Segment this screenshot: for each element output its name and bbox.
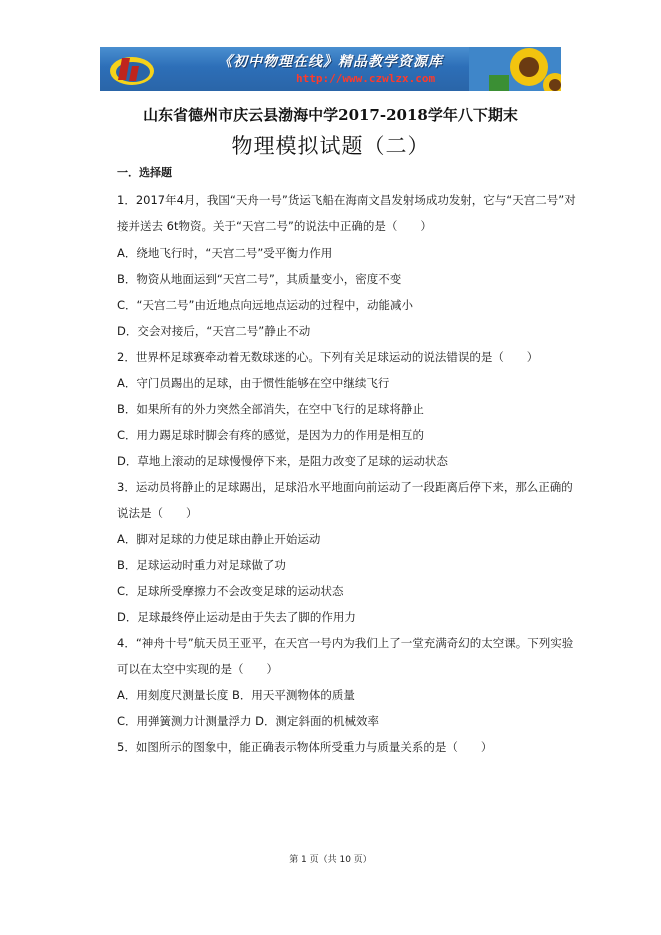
school-heading: 山东省德州市庆云县渤海中学2017-2018学年八下期末: [143, 106, 518, 124]
question-3-option-d: D．足球最终停止运动是由于失去了脚的作用力: [117, 610, 356, 624]
sunflower-icon: [469, 47, 561, 91]
banner-slogan: 《初中物理在线》精品教学资源库: [218, 54, 443, 70]
question-4-options-ab: A．用刻度尺测量长度 B．用天平测物体的质量: [117, 688, 355, 702]
question-3-option-a: A．脚对足球的力使足球由静止开始运动: [117, 532, 321, 546]
section-title: 一．选择题: [117, 166, 172, 179]
question-1-stem-line-2: 接并送去 6t物资。关于“天宫二号”的说法中正确的是（ ）: [117, 219, 432, 233]
question-3-option-c: C．足球所受摩擦力不会改变足球的运动状态: [117, 584, 344, 598]
header-banner: [100, 47, 561, 91]
page-title: 物理模拟试题（二）: [231, 134, 430, 158]
question-3-stem-line-1: 3．运动员将静止的足球踢出，足球沿水平地面向前运动了一段距离后停下来，那么正确的: [117, 480, 573, 494]
question-2-option-c: C．用力踢足球时脚会有疼的感觉，是因为力的作用是相互的: [117, 428, 425, 442]
question-2-option-a: A．守门员踢出的足球，由于惯性能够在空中继续飞行: [117, 376, 390, 390]
question-3-stem-line-2: 说法是（ ）: [117, 506, 198, 520]
question-1-option-b: B．物资从地面运到“天宫二号”，其质量变小，密度不变: [117, 272, 402, 286]
question-4-stem-line-1: 4．“神舟十号”航天员王亚平，在天宫一号内为我们上了一堂充满奇幻的太空课。下列实验: [117, 636, 574, 650]
question-1-option-c: C．“天宫二号”由近地点向远地点运动的过程中，动能减小: [117, 298, 413, 312]
page-footer: 第 1 页（共 10 页）: [289, 855, 372, 865]
question-4-stem-line-2: 可以在太空中实现的是（ ）: [117, 662, 278, 676]
question-1-option-d: D．交会对接后，“天宫二号”静止不动: [117, 324, 311, 338]
question-4-options-cd: C．用弹簧测力计测量浮力 D．测定斜面的机械效率: [117, 714, 380, 728]
question-2-option-b: B．如果所有的外力突然全部消失，在空中飞行的足球将静止: [117, 402, 424, 416]
question-3-option-b: B．足球运动时重力对足球做了功: [117, 558, 286, 572]
logo-icon: [106, 50, 158, 88]
question-1-option-a: A．绕地飞行时，“天宫二号”受平衡力作用: [117, 246, 333, 260]
question-1-stem-line-1: 1．2017年4月，我国“天舟一号”货运飞船在海南文昌发射场成功发射，它与“天宫二号”对: [117, 193, 576, 207]
question-2-stem-line-1: 2．世界杯足球赛牵动着无数球迷的心。下列有关足球运动的说法错误的是（ ）: [117, 350, 539, 364]
question-5-stem-line-1: 5．如图所示的图象中，能正确表示物体所受重力与质量关系的是（ ）: [117, 740, 493, 754]
question-2-option-d: D．草地上滚动的足球慢慢停下来，是阻力改变了足球的运动状态: [117, 454, 448, 468]
banner-url[interactable]: http://www.czwlzx.com: [296, 72, 436, 85]
